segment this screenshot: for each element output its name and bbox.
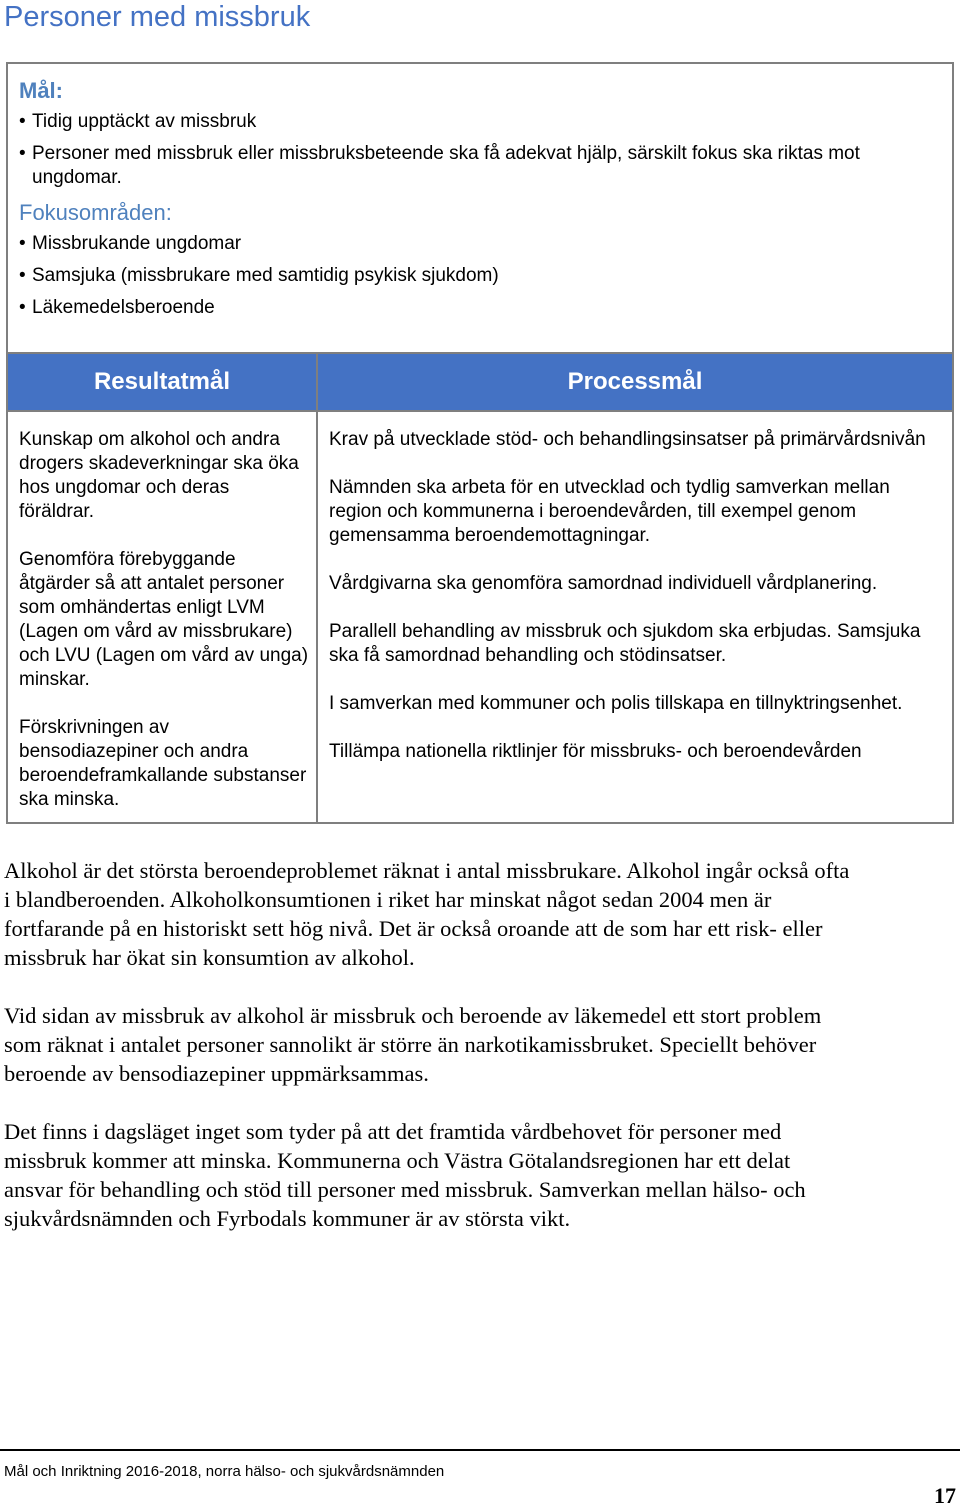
focus-item: • Läkemedelsberoende xyxy=(19,296,952,320)
goals-heading: Mål: xyxy=(19,78,63,103)
table-header-row xyxy=(8,352,952,412)
result-item: Förskrivningen av bensodiazepiner och andra beroendeframkallande substanser ska minska. xyxy=(19,717,307,810)
goal-item: • Personer med missbruk eller missbruksbeteende ska få adekvat hjälp, särskilt fokus ska riktas mot ungdomar. xyxy=(19,142,952,190)
goals-list xyxy=(19,110,952,190)
process-header: Processmål xyxy=(567,368,703,395)
column-divider xyxy=(316,352,318,822)
focus-item: • Missbrukande ungdomar xyxy=(19,232,952,256)
result-item: Genomföra förebyggande åtgärder så att antalet personer som omhändertas enligt LVM (Lagen om vård av missbrukare) och LVU (Lagen om vård av unga) minskar. xyxy=(19,549,309,690)
process-column xyxy=(329,428,944,788)
body-paragraph: Alkohol är det största beroendeproblemet räknat i antal missbrukare. Alkohol ingår också ofta i blandberoenden. Alkoholkonsumtionen i riket har minskat något sedan 2004 men är fortfarande på en historiskt sett hög nivå. Det är också oroande att de som har ett risk- eller missbruk har ökat sin konsumtion av alkohol. xyxy=(4,858,850,970)
focus-item: • Samsjuka (missbrukare med samtidig psykisk sjukdom) xyxy=(19,264,952,288)
process-item: Parallell behandling av missbruk och sjukdom ska erbjudas. Samsjuka ska få samordnad behandling och stödinsatser. xyxy=(329,621,921,666)
result-item: Kunskap om alkohol och andra drogers skadeverkningar ska öka hos ungdomar och deras föräldrar. xyxy=(19,429,299,522)
process-item: Tillämpa nationella riktlinjer för missbruks- och beroendevården xyxy=(329,741,862,762)
focus-heading: Fokusområden: xyxy=(19,200,172,225)
page-number: 17 xyxy=(934,1483,956,1508)
body-text xyxy=(4,856,854,1262)
process-item: Nämnden ska arbeta för en utvecklad och tydlig samverkan mellan region och kommunerna i beroendevården, till exempel genom gemensamma beroendemottagningar. xyxy=(329,477,890,546)
goals-section xyxy=(8,64,952,352)
result-column xyxy=(19,428,309,836)
footer-rule xyxy=(0,1449,960,1451)
goals-table xyxy=(6,62,954,824)
result-header: Resultatmål xyxy=(93,368,231,395)
process-item: Krav på utvecklade stöd- och behandlingsinsatser på primärvårdsnivån xyxy=(329,429,926,450)
page-title: Personer med missbruk xyxy=(4,1,311,33)
goal-item: • Tidig upptäckt av missbruk xyxy=(19,110,952,134)
footer-text: Mål och Inriktning 2016-2018, norra hälso- och sjukvårdsnämnden xyxy=(4,1463,445,1480)
process-item: I samverkan med kommuner och polis tillskapa en tillnyktringsenhet. xyxy=(329,693,903,714)
process-item: Vårdgivarna ska genomföra samordnad individuell vårdplanering. xyxy=(329,573,878,594)
focus-list xyxy=(19,232,952,320)
body-paragraph: Vid sidan av missbruk av alkohol är missbruk och beroende av läkemedel ett stort problem som räknat i antalet personer sannolikt är större än narkotikamissbruket. Speciellt behöver beroende av bensodiazepiner uppmärksammas. xyxy=(4,1003,822,1086)
body-paragraph: Det finns i dagsläget inget som tyder på att det framtida vårdbehovet för personer med missbruk kommer att minska. Kommunerna och Västra Götalandsregionen har ett delat ansvar för behandling och stöd till personer med missbruk. Samverkan mellan hälso- och sjukvårdsnämnden och Fyrbodals kommuner är av största vikt. xyxy=(4,1119,806,1231)
